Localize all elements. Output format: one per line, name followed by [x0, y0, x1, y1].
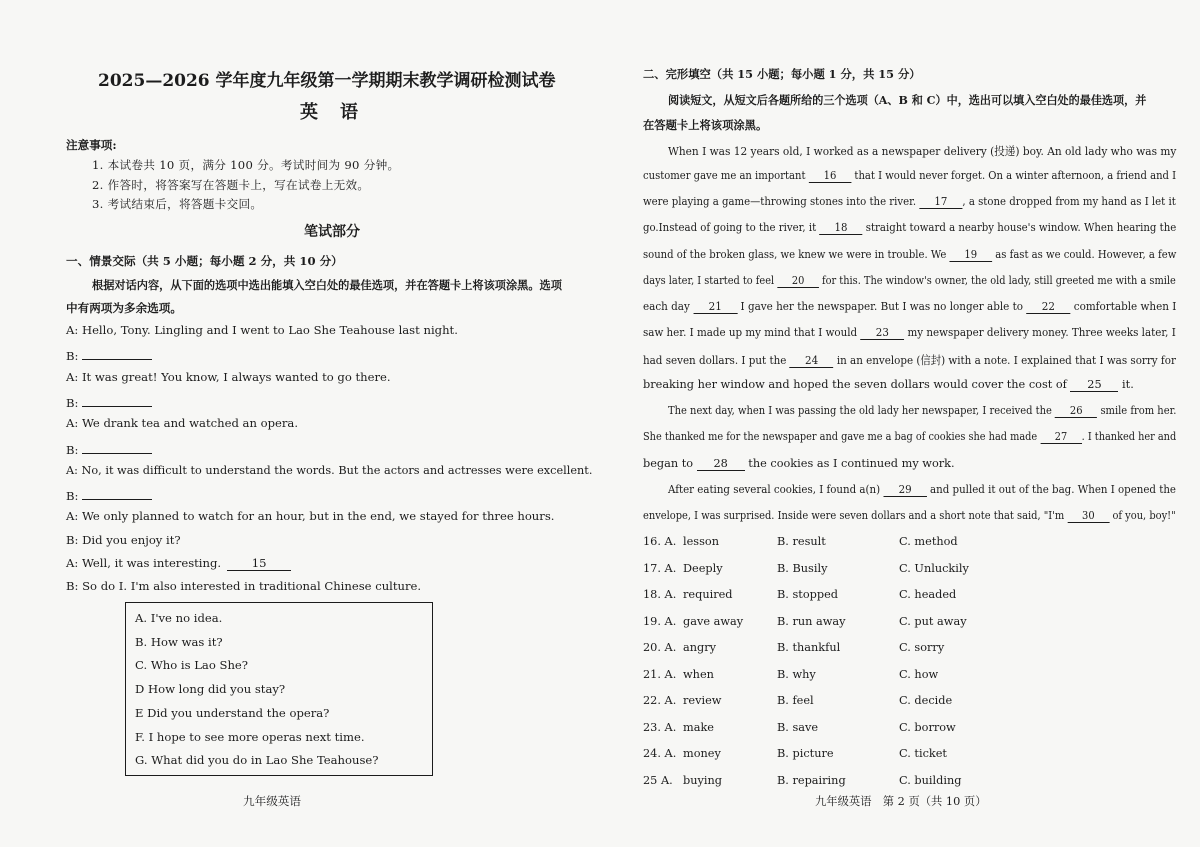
dialogue-line: [66, 533, 181, 547]
option-item: G. What did you do in Lao She Teahouse?: [135, 753, 379, 768]
section1-instruction: 根据对话内容，从下面的选项中选出能填入空白处的最佳选项，并在答题卡上将该项涂黑。选项: [92, 278, 562, 292]
passage-line: [643, 326, 1176, 340]
question-number: 20. A.: [643, 641, 677, 654]
cloze-blank[interactable]: 29: [883, 483, 926, 497]
choice-c[interactable]: C. put away: [899, 614, 967, 628]
passage-text: envelope, I was surprised. Inside were seven dollars and a short note that said, "I'm: [643, 509, 1068, 522]
passage-text: . I thanked her and: [1081, 430, 1177, 443]
choice-c[interactable]: C. method: [899, 535, 958, 548]
section1-instruction: 中有两项为多余选项。: [66, 301, 182, 315]
dialogue-text: B:: [66, 349, 79, 364]
dialogue-text: B: Did you enjoy it?: [66, 532, 181, 547]
cloze-blank[interactable]: 22: [1026, 300, 1070, 314]
passage-line: [643, 352, 1176, 368]
choice-a[interactable]: required: [683, 588, 733, 601]
passage-text: The next day, when I was passing the old lady her newspaper, I received the: [668, 404, 1056, 417]
passage-text: She thanked me for the newspaper and gave me a bag of cookies she had made: [643, 430, 1041, 443]
dialogue-text: B:: [66, 442, 79, 457]
passage-text: saw her. I made up my mind that I would: [643, 326, 861, 339]
section2-instruction: 阅读短文，从短文后各题所给的三个选项（A、B 和 C）中，选出可以填入空白处的最佳选项，并: [668, 94, 1147, 107]
passage-text: smile from her.: [1097, 404, 1177, 417]
choice-a[interactable]: make: [683, 720, 714, 734]
choice-c[interactable]: C. sorry: [899, 641, 945, 654]
choice-b[interactable]: B. picture: [777, 747, 834, 760]
choice-b[interactable]: B. result: [777, 535, 826, 548]
dialogue-line: [66, 579, 421, 593]
question-number: 17. A.: [643, 561, 677, 575]
choice-b[interactable]: B. thankful: [777, 641, 841, 654]
option-item: E Did you understand the opera?: [135, 705, 330, 720]
cloze-blank[interactable]: 30: [1067, 509, 1109, 523]
choice-c[interactable]: C. borrow: [899, 720, 956, 734]
choice-b[interactable]: B. why: [777, 667, 816, 681]
choice-c[interactable]: C. how: [899, 667, 939, 681]
choice-a[interactable]: angry: [683, 641, 717, 654]
dialogue-text: A: No, it was difficult to understand the words. But the actors and actresses were excellent.: [66, 462, 593, 477]
cloze-blank[interactable]: 27: [1040, 430, 1081, 444]
cloze-blank[interactable]: 21: [693, 300, 737, 314]
right-footer: 九年级英语 第 2 页（共 10 页）: [815, 795, 987, 808]
passage-line: [643, 300, 1176, 314]
dialogue-line: [66, 346, 152, 363]
note-item: 1. 本试卷共 10 页，满分 100 分。考试时间为 90 分钟。: [92, 158, 400, 172]
cloze-blank[interactable]: 19: [949, 248, 992, 262]
choice-b[interactable]: B. stopped: [777, 588, 839, 601]
choice-a[interactable]: review: [683, 694, 722, 707]
passage-text: and pulled it out of the bag. When I opened the: [926, 483, 1176, 496]
passage-text: as fast as we could. However, a few: [992, 248, 1177, 261]
passage-text: that I would never forget. On a winter afternoon, a friend and I: [851, 169, 1177, 182]
answer-blank[interactable]: [82, 486, 152, 500]
dialogue-line: [66, 440, 152, 457]
choice-c[interactable]: C. building: [899, 773, 962, 787]
section2-instruction: 在答题卡上将该项涂黑。: [643, 118, 768, 132]
passage-line: [643, 274, 1176, 288]
written-part-heading: 笔试部分: [304, 224, 360, 240]
passage-text: each day: [643, 300, 694, 313]
passage-line: [668, 143, 1176, 159]
choice-a[interactable]: money: [683, 747, 721, 760]
passage-line: [643, 378, 1134, 392]
passage-text: my newspaper delivery money. Three weeks later, I: [904, 326, 1176, 339]
passage-text: go.Instead of going to the river, it: [643, 221, 820, 234]
passage-text: were playing a game—throwing stones into the river.: [643, 195, 920, 208]
choice-a[interactable]: Deeply: [683, 561, 723, 575]
passage-text: had seven dollars. I put the: [643, 354, 790, 367]
dialogue-text: A: It was great! You know, I always wanted to go there.: [66, 369, 391, 384]
dialogue-text: A: Hello, Tony. Lingling and I went to Lao She Teahouse last night.: [66, 323, 458, 337]
question-number: 25 A.: [643, 773, 673, 787]
cloze-blank[interactable]: 24: [790, 354, 834, 368]
answer-blank[interactable]: [82, 393, 152, 407]
option-item: F. I hope to see more operas next time.: [135, 729, 365, 744]
choice-a[interactable]: when: [683, 667, 714, 681]
passage-text: After eating several cookies, I found a(n): [668, 483, 884, 496]
passage-text: sound of the broken glass, we knew we were in trouble. We: [643, 248, 950, 261]
passage-line: [643, 248, 1176, 262]
passage-text: I gave her the newspaper. But I was no longer able to: [737, 300, 1027, 313]
passage-text: began to: [643, 457, 697, 470]
passage-line: [643, 430, 1176, 444]
passage-line: [643, 457, 955, 471]
note-item: 3. 考试结束后，将答题卡交回。: [92, 197, 263, 211]
passage-text: , a stone dropped from my hand as I let it: [962, 195, 1176, 208]
passage-line: [643, 195, 1176, 209]
question-number: 21. A.: [643, 667, 677, 681]
cloze-blank[interactable]: 17: [919, 195, 962, 209]
passage-text: customer gave me an important: [643, 169, 809, 182]
passage-text: the cookies as I continued my work.: [744, 457, 955, 470]
dialogue-line: [66, 556, 291, 571]
option-item: D How long did you stay?: [135, 682, 286, 697]
cloze-blank[interactable]: 18: [819, 221, 862, 235]
dialogue-line: [66, 393, 152, 410]
option-item: C. Who is Lao She?: [135, 658, 248, 673]
question-number: 24. A.: [643, 747, 677, 760]
choice-b[interactable]: B. repairing: [777, 773, 846, 787]
cloze-blank[interactable]: 23: [860, 326, 904, 340]
question-number: 18. A.: [643, 588, 677, 601]
subject-title: 英 语: [300, 102, 360, 123]
dialogue-line: [66, 416, 298, 430]
passage-text: When I was 12 years old, I worked as a newspaper delivery (投递) boy. An old lady who was my: [668, 145, 1177, 158]
dialogue-line: [66, 509, 554, 523]
dialogue-text: B:: [66, 395, 79, 410]
choice-c[interactable]: C. ticket: [899, 747, 947, 760]
dialogue-text: B:: [66, 489, 79, 504]
choice-b[interactable]: B. run away: [777, 614, 846, 628]
section2-title: 二、完形填空（共 15 小题；每小题 1 分，共 15 分）: [643, 67, 921, 81]
cloze-blank[interactable]: 16: [809, 169, 852, 183]
question-number: 22. A.: [643, 694, 677, 707]
passage-line: [643, 509, 1176, 523]
dialogue-line: [66, 486, 152, 503]
cloze-blank[interactable]: 20: [777, 274, 819, 288]
passage-text: for this. The window's owner, the old lady, still greeted me with a smile: [818, 274, 1176, 287]
passage-line: [668, 404, 1176, 418]
dialogue-line: [66, 463, 592, 477]
passage-text: breaking her window and hoped the seven dollars would cover the cost of: [643, 378, 1071, 391]
choice-b[interactable]: B. save: [777, 720, 819, 734]
dialogue-text: A: We drank tea and watched an opera.: [66, 416, 299, 431]
choice-b[interactable]: B. Busily: [777, 561, 828, 575]
cloze-blank[interactable]: 26: [1055, 404, 1097, 418]
question-number: 23. A.: [643, 720, 677, 734]
answer-blank[interactable]: [82, 346, 152, 360]
choice-c[interactable]: C. decide: [899, 694, 953, 707]
dialogue-line: [66, 323, 458, 337]
choice-a[interactable]: gave away: [683, 614, 744, 628]
passage-line: [668, 483, 1176, 497]
passage-text: days later, I started to feel: [643, 274, 778, 287]
option-item: B. How was it?: [135, 634, 223, 649]
section1-title: 一、情景交际（共 5 小题；每小题 2 分，共 10 分）: [66, 254, 343, 268]
choice-c[interactable]: C. Unluckily: [899, 561, 969, 575]
dialogue-text: B: So do I. I'm also interested in traditional Chinese culture.: [66, 579, 422, 594]
choice-c[interactable]: C. headed: [899, 588, 957, 601]
cloze-blank[interactable]: 25: [1070, 378, 1118, 392]
choice-a[interactable]: lesson: [683, 535, 719, 548]
note-item: 2. 作答时，将答案写在答题卡上，写在试卷上无效。: [92, 178, 370, 192]
question-number: 19. A.: [643, 614, 677, 628]
notes-title: 注意事项:: [66, 138, 117, 152]
choice-b[interactable]: B. feel: [777, 694, 814, 707]
dialogue-text: A: We only planned to watch for an hour, but in the end, we stayed for three hours.: [66, 509, 555, 524]
option-item: A. I've no idea.: [135, 611, 223, 625]
passage-line: [643, 169, 1176, 183]
passage-text: in an envelope (信封) with a note. I explained that I was sorry for: [833, 354, 1176, 367]
passage-text: straight toward a nearby house's window. When hearing the: [862, 221, 1177, 234]
dialogue-line: [66, 370, 391, 384]
question-number: 16. A.: [643, 535, 677, 548]
passage-line: [643, 221, 1176, 235]
answer-blank[interactable]: 15: [227, 557, 291, 571]
exam-title: 2025—2026 学年度九年级第一学期期末教学调研检测试卷: [98, 71, 556, 91]
cloze-blank[interactable]: 28: [697, 457, 745, 471]
choice-a[interactable]: buying: [683, 773, 723, 787]
passage-text: comfortable when I: [1070, 300, 1177, 313]
dialogue-text: A: Well, it was interesting.: [66, 556, 222, 570]
passage-text: it.: [1118, 378, 1134, 391]
options-box: [125, 602, 433, 776]
passage-text: of you, boy!": [1109, 509, 1176, 522]
answer-blank[interactable]: [82, 440, 152, 454]
left-footer: 九年级英语: [243, 794, 301, 808]
